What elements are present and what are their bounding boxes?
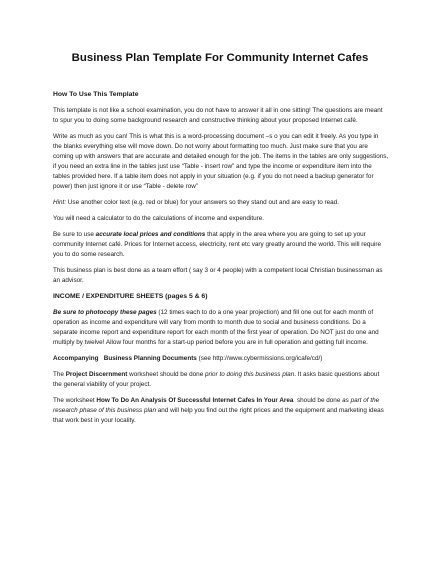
- discernment-mid: worksheet should be done: [127, 371, 205, 379]
- local-prices-emphasis: accurate local prices and conditions: [95, 231, 206, 239]
- discernment-paragraph: [53, 370, 389, 390]
- accompanying-label: Accompanying: [53, 355, 99, 363]
- analysis-paragraph: [53, 396, 389, 426]
- analysis-title: How To Do An Analysis Of Successful Internet Cafes In Your Area: [96, 397, 294, 405]
- discernment-lead: The: [53, 371, 66, 379]
- analysis-rest: and will help you find out the right prices and the equipment and marketing ideas that work best in your locality.: [53, 407, 384, 425]
- document-title: Business Plan Template For Community Internet Cafes: [71, 52, 369, 64]
- income-heading: INCOME / EXPENDITURE SHEETS (pages 5 & 6): [53, 293, 208, 301]
- local-prices-lead: Be sure to use: [53, 231, 96, 239]
- team-paragraph: This business plan is best done as a team effort ( say 3 or 4 people) with a competent local Christian businessman as an advisor.: [53, 267, 383, 284]
- photocopy-rest: (12 times each to do a one year projection) and fill one out for each month of operation as income and expenditure will vary from month to month due to social and business conditions. Do a separate income report and expenditure report for each month of the first year of operation. Do NOT just do one and multiply by twelve! Allow four months for a start-up period before you are in full operation and getting full income.: [53, 309, 379, 347]
- hint-text: Use another color text (e.g. red or blue) for your answers so they stand out and are easy to read.: [66, 198, 339, 206]
- analysis-lead: The worksheet: [53, 397, 97, 405]
- photocopy-emphasis: Be sure to photocopy these pages: [53, 309, 157, 317]
- photocopy-paragraph: [53, 308, 389, 348]
- accompanying-paragraph: [53, 354, 389, 364]
- hint-label: Hint:: [53, 198, 67, 206]
- analysis-mid: should be done: [293, 397, 343, 405]
- calculator-paragraph: You will need a calculator to do the calculations of income and expenditure.: [53, 215, 265, 223]
- document-body: [53, 90, 389, 432]
- planning-documents-link-text: (see http://www.cybermissions.org/icafe/cd/): [196, 355, 323, 363]
- local-prices-rest: that apply in the area where you are going to set up your community Internet café. Prices for Internet access, electricity, rent etc vary greatly around the world. This will require you to do some research.: [53, 231, 382, 258]
- how-to-heading: How To Use This Template: [53, 91, 139, 98]
- local-prices-paragraph: [53, 230, 389, 260]
- write-paragraph: Write as much as you can! This is what this is a word-processing document –s o you can edit it freely. As you type in the blanks everything else will move down. Do not worry about formatting too much. Just make sure that you are coming up with answers that are accurate and detailed enough for the job. The items in the tables are only suggestions, if you need an extra line in the tables just use “Table - insert row” and type the income or expenditure item into the tables provided here. If a table item does not apply in your situation (e.g. if you do not need a backup generator for power) then just ignore it or use “Table - delete row”: [53, 133, 389, 190]
- hint-paragraph: [53, 198, 389, 208]
- discernment-emphasis: prior to doing this business plan: [205, 371, 295, 379]
- planning-documents-label: Business Planning Documents: [103, 355, 197, 363]
- discernment-rest: . It asks basic questions about the general viability of your project.: [53, 371, 380, 389]
- analysis-emphasis: as part of the research phase of this business plan: [53, 397, 380, 415]
- intro-paragraph: This template is not like a school examination, you do not have to answer it all in one sitting! The questions are meant to spur you to doing some background research and constructive thinking about your proposed Internet café.: [53, 107, 383, 125]
- discernment-title: Project Discernment: [65, 371, 128, 379]
